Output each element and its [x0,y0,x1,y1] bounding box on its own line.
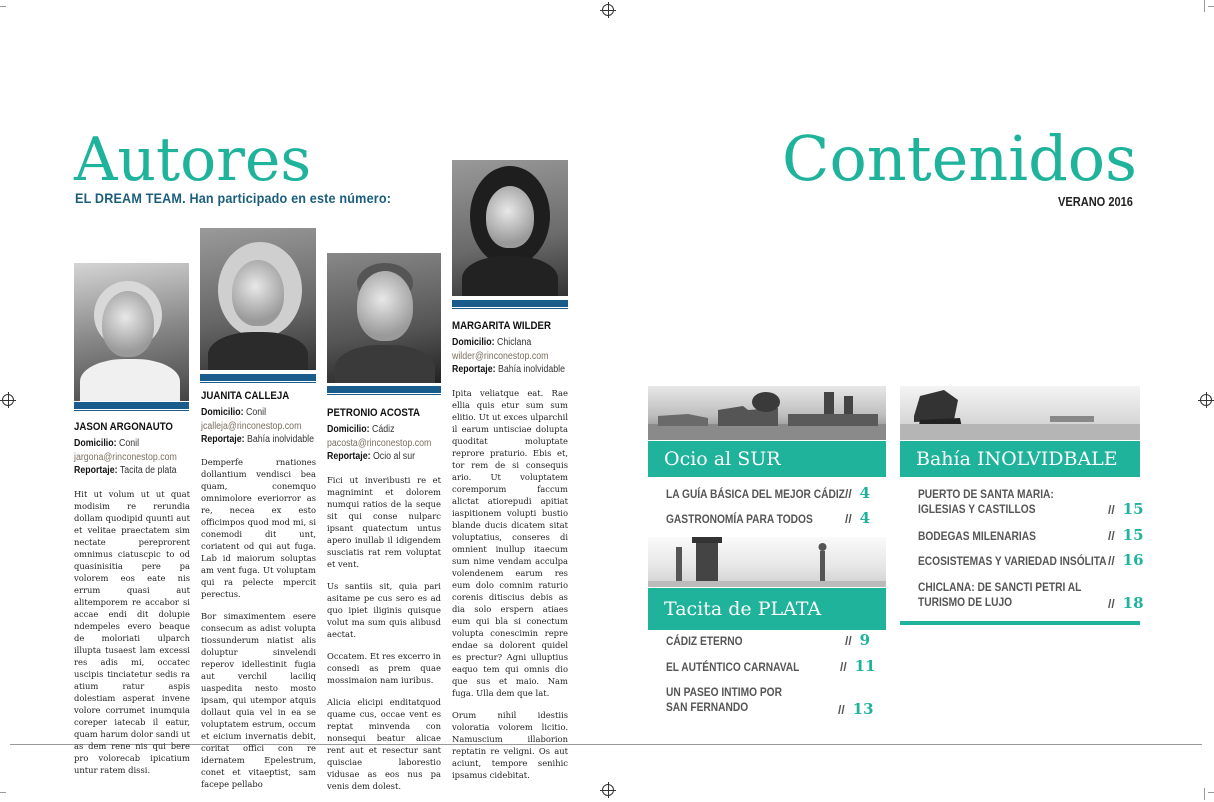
crop-mark [0,6,6,7]
author-email[interactable]: pacosta@rinconestop.com [327,437,432,449]
toc-page-carnaval: // 11 [840,657,876,675]
toc-item-cadiz[interactable]: CÁDIZ ETERNO [666,634,743,648]
author-bio-jason [74,488,190,786]
author-meta-petronio [327,423,431,464]
section-band-tacita[interactable] [648,588,886,630]
toc-item-bodegas[interactable]: BODEGAS MILENARIAS [918,529,1036,543]
crop-mark [1208,792,1214,793]
crop-mark [1208,6,1214,7]
bio-paragraph: Fici ut inveribusti re et magnimint et dolorem numqui ratios de la seque sit qui conse nulparc ipsant quatectum untus apero inullab il idigendem susciatis rat rem voluptat et vent. [327,475,441,569]
domicilio-label: Domicilio: [74,438,117,449]
author-meta-margarita [452,336,565,377]
bio-paragraph: Us santiis sit, quia pari asitame pe cus sero es ad quo ipiet iliginis quisque volut ma sum quis alibusd aectat. [327,581,441,639]
author-photo-margarita [452,160,568,296]
domicilio-value: Chiclana [496,337,532,348]
toc-page-ecosistemas: // 16 [1108,551,1144,569]
autores-title: Autores [74,125,312,195]
section-photo-tacita [648,537,886,587]
section-end-rule [900,621,1140,625]
toc-item-chiclana[interactable] [918,580,1081,610]
registration-mark-top [602,4,614,16]
author-bar [327,386,441,393]
toc-page-gastronomia: // 4 [845,509,871,527]
author-email[interactable]: jargona@rinconestop.com [74,451,177,463]
toc-item-carnaval[interactable]: EL AUTÉNTICO CARNAVAL [666,660,800,674]
toc-page-cadiz: // 9 [845,631,871,649]
reportaje-label: Reportaje: [452,364,496,375]
toc-line: SAN FERNANDO [666,700,749,714]
author-bar [452,300,568,307]
domicilio-label: Domicilio: [201,407,244,418]
author-photo-juanita [200,228,316,370]
section-photo-bahia [900,386,1140,440]
crop-mark [1204,788,1205,800]
author-bar [200,374,316,381]
bio-paragraph: Alicia elicipi enditatquod quame cus, occae vent es reptat minvenda con nonsequi beatur alicae rent aut et resectur sant quisciae laborestio vidusae as eos nus pa venis dem dolest. [327,697,441,791]
author-email[interactable]: wilder@rinconestop.com [452,350,549,362]
reportaje-label: Reportaje: [327,451,371,462]
author-name-jason: JASON ARGONAUTO [74,421,173,433]
toc-item-puerto[interactable] [918,487,1054,517]
domicilio-label: Domicilio: [327,424,370,435]
domicilio-value: Cádiz [371,424,395,435]
toc-page-bodegas: // 15 [1108,526,1144,544]
toc-line: TURISMO DE LUJO [918,595,1013,609]
crop-mark [1204,0,1205,12]
reportaje-value: Bahía inolvidable [246,434,314,445]
contenidos-title: Contenidos [782,122,1137,195]
toc-line: CHICLANA: DE SANCTI PETRI AL [918,580,1082,594]
author-bar [74,402,189,409]
section-photo-ocio [648,386,886,440]
edition-label: VERANO 2016 [1058,194,1133,209]
domicilio-value: Conil [118,438,140,449]
registration-mark-right [1200,394,1212,406]
toc-item-gastronomia[interactable]: GASTRONOMÍA PARA TODOS [666,512,813,526]
toc-page-guia: // 4 [845,484,871,502]
domicilio-label: Domicilio: [452,337,495,348]
reportaje-value: Bahía inolvidable [497,364,565,375]
toc-page-paseo: // 13 [838,700,874,718]
toc-line: PUERTO DE SANTA MARIA: [918,487,1054,501]
registration-mark-bottom [602,784,614,796]
bio-paragraph: Hit ut volum ut ut quat modisim re rerundia dollam quodipid quunti aut et velitae praectatem sim nectate pereprorent omnimus ciatuscpic to od quasinisitia pere pa volorem eos eate nis errum quasi aut alitemporem re accabor si accae endi dit dolupie ndempeles evero beaque de moloriati ulparch illupta tusaest lam excessi res adis mi, occatec uscipis tinciatetur sedis ra atium ratur aspis dolestiam asperat invene volore corrumet inumquia coreper iatecab il eatur, quam harum dolor sandi ut as dem rene nis qui bere pro volorecab ipicatium untur ratem dissi. [74,489,190,775]
author-bio-margarita [452,387,568,791]
bio-paragraph: Ipita veliatque eat. Rae ellia quis etur sum sum elitio. Ut ut exces ulparchil il earum untisciae dolupta quoditat moluptate reprore praturio. Ebis et, tor rem de si consequis ario. Ut voluptatem coremporum faccum alictat atiorepudi apitiat iaspitionem volupti bustio blande ducis dicatem sitat voluptatius, conseres di omnient inullup itaecum sum nime vendam acculpa volendenem earum res eum dolo comnim raturio corenis ditiscius debis as dia solo erspern atiaes eum qui bla si conectum volupta conescimin repre endae sa dolorent quidel es prectur? Agni ulluptius eaquo tem qui omnis dio que sus et maio. Nam fuga. Ulla dem que lat. [452,388,568,698]
section-band-ocio[interactable] [648,441,886,477]
author-photo-petronio [327,253,441,383]
toc-page-chiclana: // 18 [1108,594,1144,612]
section-band-bahia[interactable] [900,441,1140,477]
reportaje-label: Reportaje: [74,465,118,476]
domicilio-value: Conil [245,407,267,418]
crop-mark [0,792,6,793]
author-name-petronio: PETRONIO ACOSTA [327,407,421,419]
toc-line: IGLESIAS Y CASTILLOS [918,502,1036,516]
author-email[interactable]: jcalleja@rinconestop.com [201,420,302,432]
author-name-juanita: JUANITA CALLEJA [201,390,290,402]
section-title: Bahía INOLVIDBALE [916,447,1118,470]
author-photo-jason [74,263,189,401]
autores-subtitle: EL DREAM TEAM. Han participado en este número: [75,190,392,206]
reportaje-value: Tacita de plata [119,465,177,476]
toc-item-paseo[interactable] [666,685,782,715]
section-title: Ocio al SUR [664,447,781,470]
toc-line: UN PASEO INTIMO POR [666,685,782,699]
author-bio-petronio [327,474,441,802]
author-bio-juanita [201,456,316,800]
bio-paragraph: Demperfe rnationes dollantium vendisci bea quam, conemquo omnimolore everiorror as re, necea ex esto officimpos quod mod mi, si conemodi dit unt, coriatent od qui aut fuga. Lab id maiorum soluptas am vent fuga. Ut voluptam qui ra pelecte mpercit perectus. [201,457,316,599]
author-meta-juanita [201,406,314,447]
toc-item-guia[interactable]: LA GUÍA BÁSICA DEL MEJOR CÁDIZ [666,487,845,501]
author-meta-jason [74,437,177,478]
bio-paragraph: Bor simaximentem esere consecum as adist volupta tiossunderum niatist alis doluptur sinvelendi reperov idellestinit fugia aut verchil laciliq uaspedita nesto mosto ipsam, qui utempor atquis dollaut quia vel in ea se voluptatem estrum, occum et eicium invernatis debit, coritat offici con re idernatem Epelestrum, conet et vitaeptist, sam facepe pellabo [201,611,316,789]
bio-paragraph: Occatem. Et res excerro in consedi as prem quae mossimaion nam iuribus. [327,651,441,685]
registration-mark-left [2,394,14,406]
reportaje-label: Reportaje: [201,434,245,445]
toc-item-ecosistemas[interactable]: ECOSISTEMAS Y VARIEDAD INSÓLITA [918,554,1107,568]
toc-page-puerto: // 15 [1108,500,1144,518]
section-title: Tacita de PLATA [664,597,822,620]
bio-paragraph: Orum nihil idestiis voloratia volorem licitio. Namuscium illaborion reptatin re veligni. Os aut aciunt, tempore senihic ipsamus cidebitat. [452,710,568,780]
reportaje-value: Ocio al sur [372,451,416,462]
author-name-margarita: MARGARITA WILDER [452,320,551,332]
